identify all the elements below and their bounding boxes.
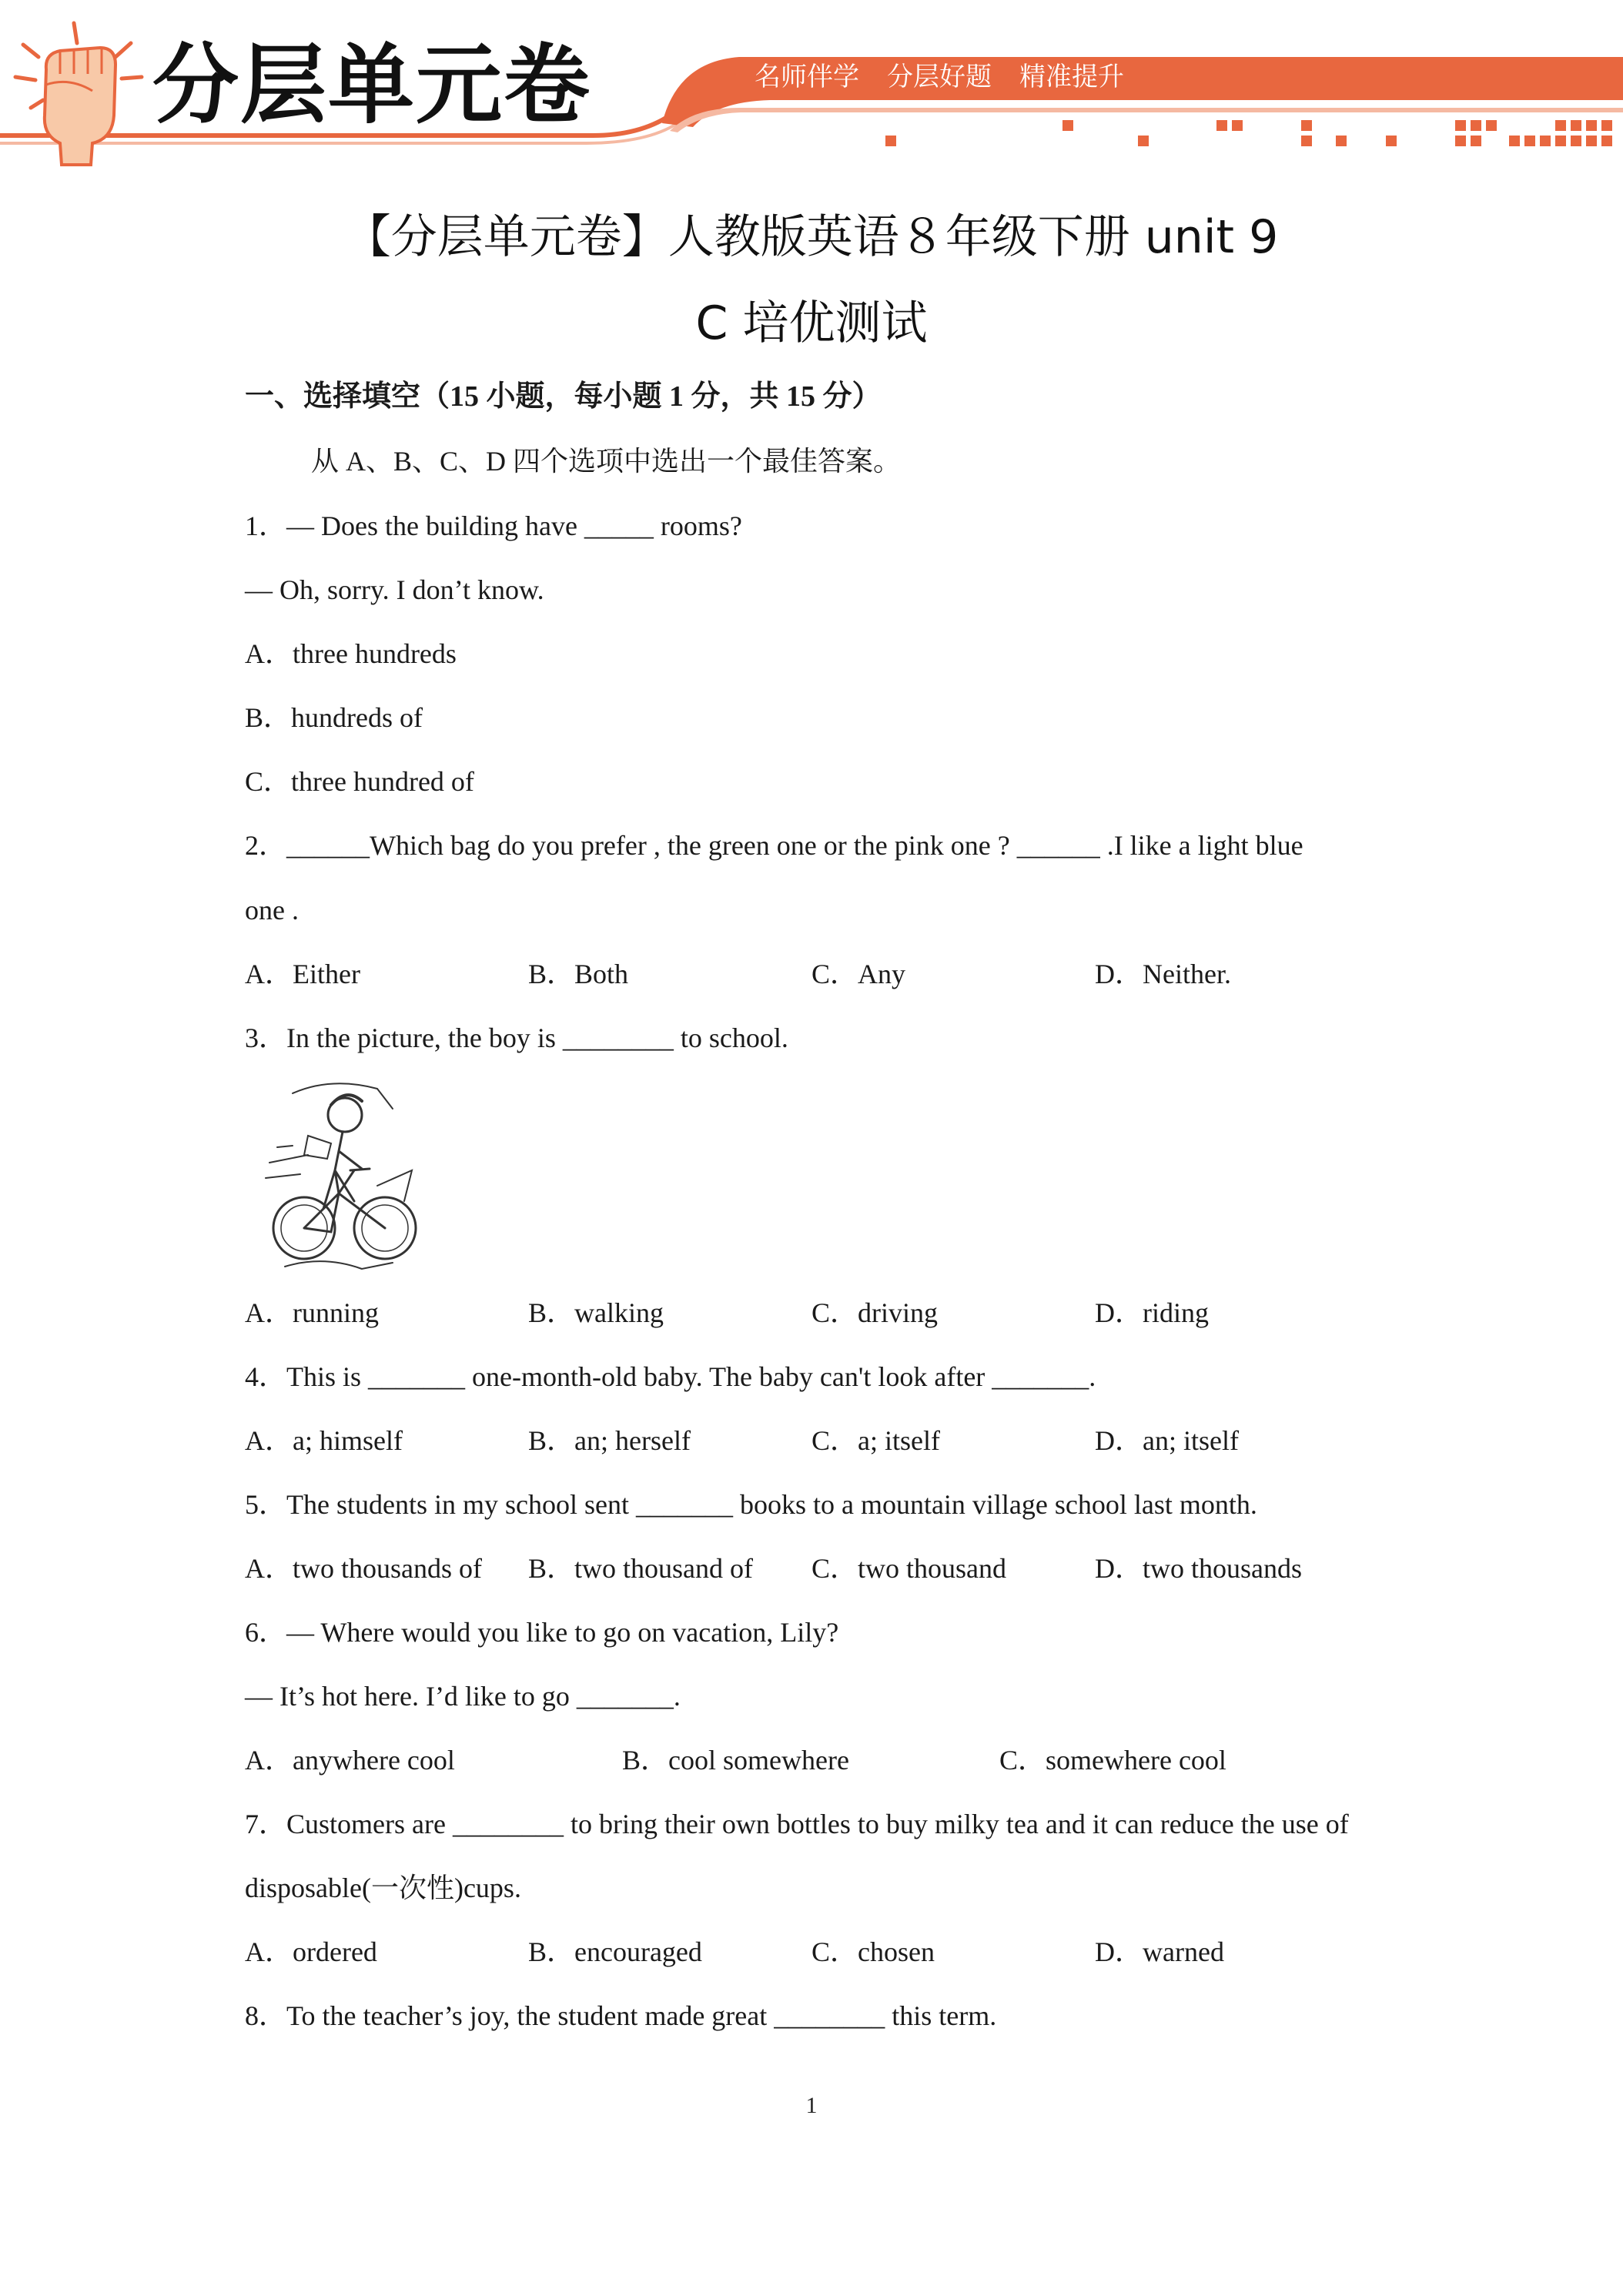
question-1-stem: 1．— Does the building have _____ rooms? — [245, 510, 742, 541]
question-7-option-b: B．encouraged — [528, 1936, 702, 1967]
brand-title: 分层单元卷 — [152, 35, 591, 136]
page-header — [0, 0, 1623, 177]
question-7-stem-cont: disposable(一次性)cups. — [245, 1873, 521, 1903]
slogan-2: 分层好题 — [887, 62, 992, 92]
question-3-option-d: D．riding — [1095, 1297, 1209, 1328]
document-title-line-2: C 培优测试 — [695, 296, 928, 350]
question-2-option-c: C．Any — [812, 959, 906, 989]
page-number: 1 — [805, 2093, 818, 2118]
question-4-option-d: D．an; itself — [1095, 1425, 1239, 1456]
question-2-option-a: A．Either — [245, 959, 360, 989]
question-1-option-b: B．hundreds of — [245, 702, 423, 733]
slogan-3: 精准提升 — [1019, 62, 1124, 92]
decorative-squares — [885, 120, 1612, 146]
question-5-option-a: A．two thousands of — [245, 1553, 482, 1584]
document-title-line-1: 【分层单元卷】人教版英语８年级下册 unit 9 — [344, 210, 1279, 264]
question-3-option-c: C．driving — [812, 1297, 939, 1328]
slogan-bar — [755, 60, 1124, 94]
question-4-stem: 4．This is _______ one-month-old baby. The baby can't look after _______. — [245, 1361, 1096, 1392]
question-6-option-a: A．anywhere cool — [245, 1745, 455, 1776]
question-7-stem: 7．Customers are ________ to bring their own bottles to buy milky tea and it can reduce the use of — [245, 1809, 1349, 1839]
question-6-stem: 6．— Where would you like to go on vacation, Lily? — [245, 1617, 839, 1648]
boy-riding-bicycle-illustration — [262, 1078, 423, 1278]
question-3-option-a: A．running — [245, 1297, 379, 1328]
question-3-stem: 3．In the picture, the boy is ________ to school. — [245, 1022, 788, 1053]
section-instruction: 从 A、B、C、D 四个选项中选出一个最佳答案。 — [311, 446, 902, 477]
question-2-option-d: D．Neither. — [1095, 959, 1231, 989]
question-8-stem: 8．To the teacher’s joy, the student made great ________ this term. — [245, 2000, 997, 2031]
question-7-option-d: D．warned — [1095, 1936, 1224, 1967]
question-1-option-a: A．three hundreds — [245, 638, 457, 669]
question-5-option-d: D．two thousands — [1095, 1553, 1302, 1584]
slogan-1: 名师伴学 — [755, 62, 859, 92]
question-7-option-c: C．chosen — [812, 1936, 935, 1967]
question-4-option-a: A．a; himself — [245, 1425, 403, 1456]
question-5-option-c: C．two thousand — [812, 1553, 1007, 1584]
question-7-option-a: A．ordered — [245, 1936, 377, 1967]
question-2-stem: 2．______Which bag do you prefer , the green one or the pink one ? ______ .I like a light blue — [245, 830, 1303, 861]
question-2-option-b: B．Both — [528, 959, 629, 989]
question-6-reply: — It’s hot here. I’d like to go _______. — [245, 1681, 681, 1712]
question-6-option-b: B．cool somewhere — [622, 1745, 849, 1776]
question-3-option-b: B．walking — [528, 1297, 664, 1328]
question-1-option-c: C．three hundred of — [245, 766, 474, 797]
section-heading: 一、选择填空（15 小题，每小题 1 分，共 15 分） — [245, 380, 882, 413]
question-4-option-c: C．a; itself — [812, 1425, 940, 1456]
question-5-option-b: B．two thousand of — [528, 1553, 753, 1584]
question-2-stem-cont: one . — [245, 895, 299, 925]
question-6-option-c: C．somewhere cool — [999, 1745, 1226, 1776]
question-1-reply: — Oh, sorry. I don’t know. — [245, 574, 544, 605]
question-4-option-b: B．an; herself — [528, 1425, 691, 1456]
question-5-stem: 5．The students in my school sent _______ books to a mountain village school last month. — [245, 1489, 1257, 1520]
